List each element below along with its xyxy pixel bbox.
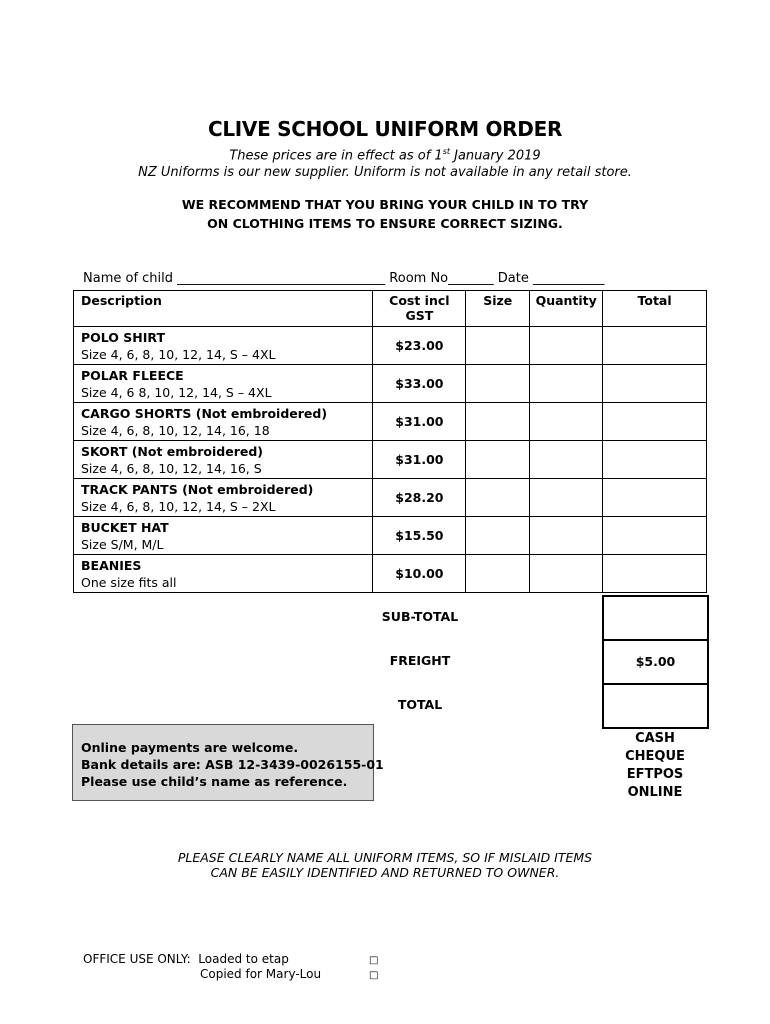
item-name: TRACK PANTS (Not embroidered): [81, 481, 314, 497]
copied-checkbox[interactable]: □: [369, 970, 379, 981]
item-description: [74, 365, 373, 403]
item-name: BUCKET HAT: [81, 519, 169, 535]
item-name: BEANIES: [81, 557, 142, 573]
online-payment-box: [72, 724, 384, 801]
total-box[interactable]: [602, 683, 709, 729]
header-size: Size: [466, 291, 530, 327]
freight-value: $5.00: [635, 654, 676, 669]
table-row: [74, 365, 707, 403]
item-quantity-cell[interactable]: [530, 327, 603, 365]
table-row: [74, 555, 707, 593]
item-price: $10.00: [373, 555, 466, 593]
item-sizes: Size 4, 6, 8, 10, 12, 14, S – 2XL: [81, 498, 276, 514]
naming-notice-line-2: CAN BE EASILY IDENTIFIED AND RETURNED TO OWNER.: [210, 865, 560, 880]
ordinal-suffix: st: [442, 147, 450, 156]
item-name: POLO SHIRT: [81, 329, 165, 345]
table-row: [74, 479, 707, 517]
item-price: $31.00: [373, 441, 466, 479]
item-sizes: Size 4, 6, 8, 10, 12, 14, 16, S: [81, 460, 262, 476]
payment-methods: [602, 730, 708, 802]
payment-line-1: Online payments are welcome.: [81, 740, 299, 755]
item-name: POLAR FLEECE: [81, 367, 184, 383]
office-use-label: [83, 952, 289, 966]
item-quantity-cell[interactable]: [530, 555, 603, 593]
office-item-etap: Loaded to etap: [198, 952, 289, 966]
child-name-field[interactable]: ________________________________: [177, 271, 386, 286]
header-cost-line2: GST: [405, 308, 434, 323]
page-title: CLIVE SCHOOL UNIFORM ORDER: [207, 117, 563, 141]
item-price: $15.50: [373, 517, 466, 555]
item-total-cell[interactable]: [603, 517, 707, 555]
item-description: [74, 479, 373, 517]
payment-reference-note: Please use child’s name as reference.: [81, 774, 348, 789]
room-no-field[interactable]: _______: [448, 271, 494, 286]
naming-notice-line-1: PLEASE CLEARLY NAME ALL UNIFORM ITEMS, SO IF MISLAID ITEMS: [177, 850, 593, 865]
table-row: [74, 327, 707, 365]
header-description: Description: [74, 291, 373, 327]
item-size-cell[interactable]: [466, 365, 530, 403]
price-effective-note: [0, 147, 770, 163]
item-quantity-cell[interactable]: [530, 441, 603, 479]
table-row: [74, 441, 707, 479]
recommend-line-2: ON CLOTHING ITEMS TO ENSURE CORRECT SIZING.: [207, 216, 563, 231]
child-name-label: Name of child: [83, 271, 174, 286]
price-effective-date: January 2019: [450, 148, 541, 164]
item-size-cell[interactable]: [466, 555, 530, 593]
item-sizes: One size fits all: [81, 574, 177, 590]
office-item-copied: Copied for Mary-Lou: [200, 967, 322, 981]
payment-method-cash: CASH: [635, 731, 675, 746]
item-size-cell[interactable]: [466, 441, 530, 479]
header-total: Total: [603, 291, 707, 327]
office-use-title: OFFICE USE ONLY:: [83, 952, 191, 966]
item-price: $28.20: [373, 479, 466, 517]
item-description: [74, 327, 373, 365]
item-description: [74, 403, 373, 441]
item-sizes: Size 4, 6 8, 10, 12, 14, S – 4XL: [81, 384, 272, 400]
item-description: [74, 517, 373, 555]
item-size-cell[interactable]: [466, 327, 530, 365]
item-quantity-cell[interactable]: [530, 517, 603, 555]
price-effective-text: These prices are in effect as of 1: [229, 148, 443, 164]
child-details-row: [83, 271, 683, 286]
header-cost-line1: Cost incl: [389, 293, 450, 308]
item-price: $23.00: [373, 327, 466, 365]
item-size-cell[interactable]: [466, 403, 530, 441]
item-quantity-cell[interactable]: [530, 403, 603, 441]
uniform-order-table: [73, 290, 707, 593]
header-cost: [373, 291, 466, 327]
item-description: [74, 555, 373, 593]
room-no-label: Room No: [389, 271, 449, 286]
item-total-cell[interactable]: [603, 403, 707, 441]
table-row: [74, 403, 707, 441]
recommend-line-1: WE RECOMMEND THAT YOU BRING YOUR CHILD IN TO TRY: [181, 197, 589, 212]
item-total-cell[interactable]: [603, 441, 707, 479]
item-sizes: Size S/M, M/L: [81, 536, 164, 552]
item-total-cell[interactable]: [603, 365, 707, 403]
item-price: $31.00: [373, 403, 466, 441]
item-size-cell[interactable]: [466, 479, 530, 517]
freight-label: FREIGHT: [389, 653, 451, 668]
subtotal-box[interactable]: [602, 595, 709, 641]
item-quantity-cell[interactable]: [530, 365, 603, 403]
item-sizes: Size 4, 6, 8, 10, 12, 14, S – 4XL: [81, 346, 276, 362]
item-size-cell[interactable]: [466, 517, 530, 555]
freight-box: [602, 639, 709, 685]
item-price: $33.00: [373, 365, 466, 403]
payment-method-eftpos: EFTPOS: [626, 767, 684, 782]
payment-method-online: ONLINE: [627, 785, 683, 800]
item-sizes: Size 4, 6, 8, 10, 12, 14, 16, 18: [81, 422, 270, 438]
total-label: TOTAL: [397, 697, 443, 712]
bank-details: Bank details are: ASB 12-3439-0026155-01: [81, 757, 384, 772]
subtotal-label: SUB-TOTAL: [381, 609, 459, 624]
etap-checkbox[interactable]: □: [369, 955, 379, 966]
item-quantity-cell[interactable]: [530, 479, 603, 517]
item-name: CARGO SHORTS (Not embroidered): [81, 405, 328, 421]
item-total-cell[interactable]: [603, 479, 707, 517]
payment-method-cheque: CHEQUE: [625, 749, 685, 764]
item-description: [74, 441, 373, 479]
date-field[interactable]: ___________: [533, 271, 605, 286]
table-header-row: [74, 291, 707, 327]
date-label: Date: [497, 271, 529, 286]
supplier-note: NZ Uniforms is our new supplier. Uniform is not available in any retail store.: [138, 165, 632, 180]
item-name: SKORT (Not embroidered): [81, 443, 264, 459]
item-total-cell[interactable]: [603, 555, 707, 593]
header-quantity: Quantity: [530, 291, 603, 327]
table-row: [74, 517, 707, 555]
item-total-cell[interactable]: [603, 327, 707, 365]
